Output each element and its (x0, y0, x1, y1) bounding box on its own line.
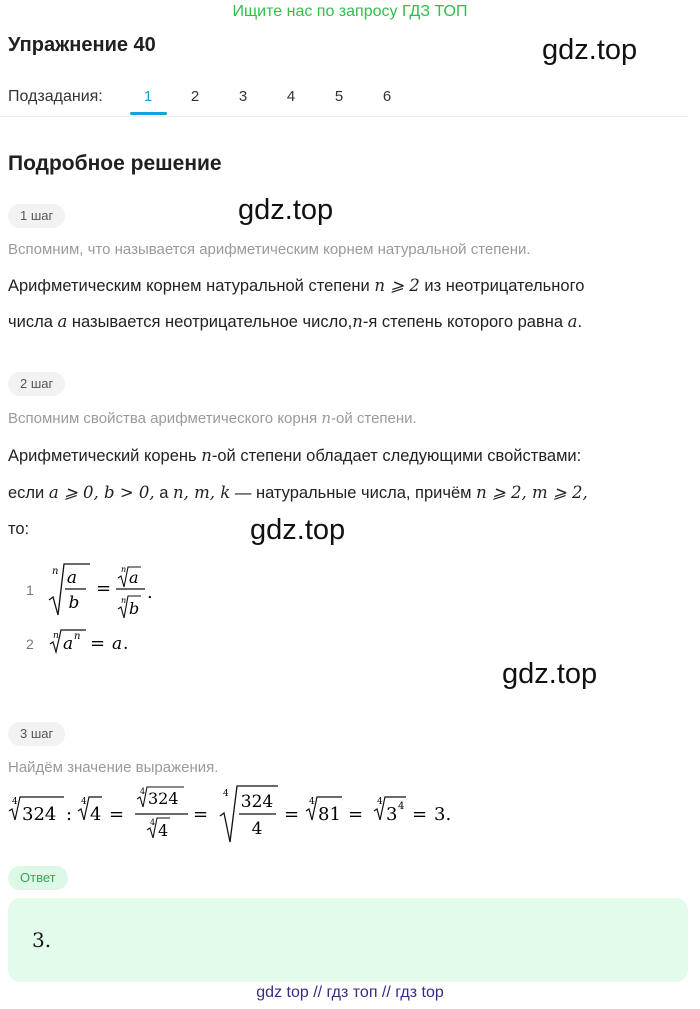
svg-text:4: 4 (150, 818, 156, 827)
text: Арифметический корень (8, 447, 197, 465)
footer-links[interactable]: gdz top // гдз топ // гдз top (256, 984, 444, 1001)
subtask-tab-1[interactable]: 1 (143, 88, 153, 105)
math-n: n (352, 312, 363, 331)
math-nmk: n, m, k (173, 483, 231, 502)
svg-text:=: = (109, 804, 125, 825)
subtask-tab-3[interactable]: 3 (238, 88, 248, 105)
text: — натуральные числа, причём (234, 484, 472, 502)
text: Арифметическим корнем натуральной степени (8, 277, 370, 295)
subtask-tab-6[interactable]: 6 (382, 88, 392, 105)
text: . (577, 313, 583, 331)
section-title: Подробное решение (8, 152, 222, 175)
svg-text:3.: 3. (434, 804, 452, 825)
svg-text:=: = (412, 804, 428, 825)
step-3-badge: 3 шаг (8, 722, 65, 746)
svg-text:4: 4 (158, 821, 169, 840)
svg-text:=: = (348, 804, 364, 825)
svg-text:a: a (63, 634, 74, 654)
math-a: a (567, 312, 578, 331)
divider (0, 116, 688, 117)
property-1-formula (46, 560, 166, 620)
math-n-ge-2: n ⩾ 2 (374, 276, 420, 295)
svg-text:4: 4 (251, 819, 263, 839)
svg-text:n: n (53, 631, 59, 641)
svg-text:b: b (129, 599, 140, 618)
svg-text:.: . (147, 582, 153, 603)
svg-text:=: = (96, 578, 112, 599)
step-2-line-1 (8, 446, 581, 466)
math-conditions: a ⩾ 0, b > 0, (48, 483, 155, 502)
search-banner[interactable]: Ищите нас по запросу ГДЗ ТОП (232, 3, 468, 20)
svg-text:n: n (121, 565, 127, 574)
svg-text:a: a (66, 568, 78, 588)
text: называется неотрицательное число, (71, 313, 353, 331)
svg-text:a: a (112, 634, 123, 654)
subtasks-label: Подзадания: (8, 88, 103, 105)
math-n-m-ge-2: n ⩾ 2, m ⩾ 2, (476, 483, 588, 502)
svg-text:81: 81 (318, 804, 341, 825)
svg-text:=: = (193, 804, 209, 825)
text: если (8, 484, 45, 502)
subtask-tab-5[interactable]: 5 (334, 88, 344, 105)
step-2-hint (8, 409, 417, 427)
svg-text:4: 4 (90, 804, 102, 825)
svg-text:4: 4 (81, 797, 87, 807)
watermark: gdz.top (238, 194, 334, 226)
svg-text:=: = (90, 633, 106, 654)
svg-text:4: 4 (398, 801, 405, 812)
answer-box (8, 898, 688, 982)
svg-text:4: 4 (309, 797, 315, 807)
text: числа (8, 313, 53, 331)
svg-text:a: a (129, 568, 139, 587)
svg-text:324: 324 (148, 789, 179, 808)
svg-text:4: 4 (223, 789, 229, 799)
step-1-badge: 1 шаг (8, 204, 65, 228)
svg-text:n: n (74, 631, 81, 642)
text: а (159, 484, 169, 502)
step-1-definition-line-1 (8, 276, 584, 296)
svg-text:4: 4 (140, 787, 146, 796)
active-tab-indicator (130, 112, 167, 115)
math-n: n (321, 409, 331, 427)
property-2-formula (46, 624, 146, 656)
svg-text:4: 4 (377, 797, 383, 807)
svg-text:4: 4 (12, 797, 18, 807)
exercise-title: Упражнение 40 (8, 34, 156, 56)
step-2-badge: 2 шаг (8, 372, 65, 396)
svg-text:3: 3 (386, 804, 398, 825)
property-number: 1 (26, 582, 34, 598)
step-1-hint: Вспомним, что называется арифметическим корнем натуральной степени. (8, 241, 531, 258)
answer-badge: Ответ (8, 866, 68, 890)
math-n: n (201, 446, 212, 465)
answer-value: 3. (32, 928, 52, 952)
svg-text:n: n (52, 566, 59, 577)
svg-text:n: n (121, 596, 127, 605)
text: -я степень которого равна (362, 313, 564, 331)
watermark: gdz.top (542, 34, 638, 66)
svg-text:324: 324 (240, 792, 274, 812)
step-1-definition-line-2 (8, 312, 582, 332)
math-a: a (57, 312, 68, 331)
svg-text:324: 324 (22, 804, 57, 825)
svg-text:=: = (284, 804, 300, 825)
text: из неотрицательного (424, 277, 585, 295)
watermark: gdz.top (250, 514, 346, 546)
svg-text:b: b (68, 593, 80, 613)
subtask-tab-2[interactable]: 2 (190, 88, 200, 105)
step-2-line-3: то: (8, 520, 30, 538)
step-3-hint: Найдём значение выражения. (8, 759, 219, 776)
subtask-tab-4[interactable]: 4 (286, 88, 296, 105)
property-number: 2 (26, 636, 34, 652)
step-2-line-2 (8, 483, 588, 503)
step-3-computation (6, 782, 466, 846)
text: Вспомним свойства арифметического корня (8, 410, 318, 427)
watermark: gdz.top (502, 658, 598, 690)
text: -ой степени обладает следующими свойствами: (211, 447, 582, 465)
text: -ой степени. (330, 410, 417, 427)
svg-text:.: . (123, 634, 129, 654)
svg-text::: : (66, 804, 73, 825)
